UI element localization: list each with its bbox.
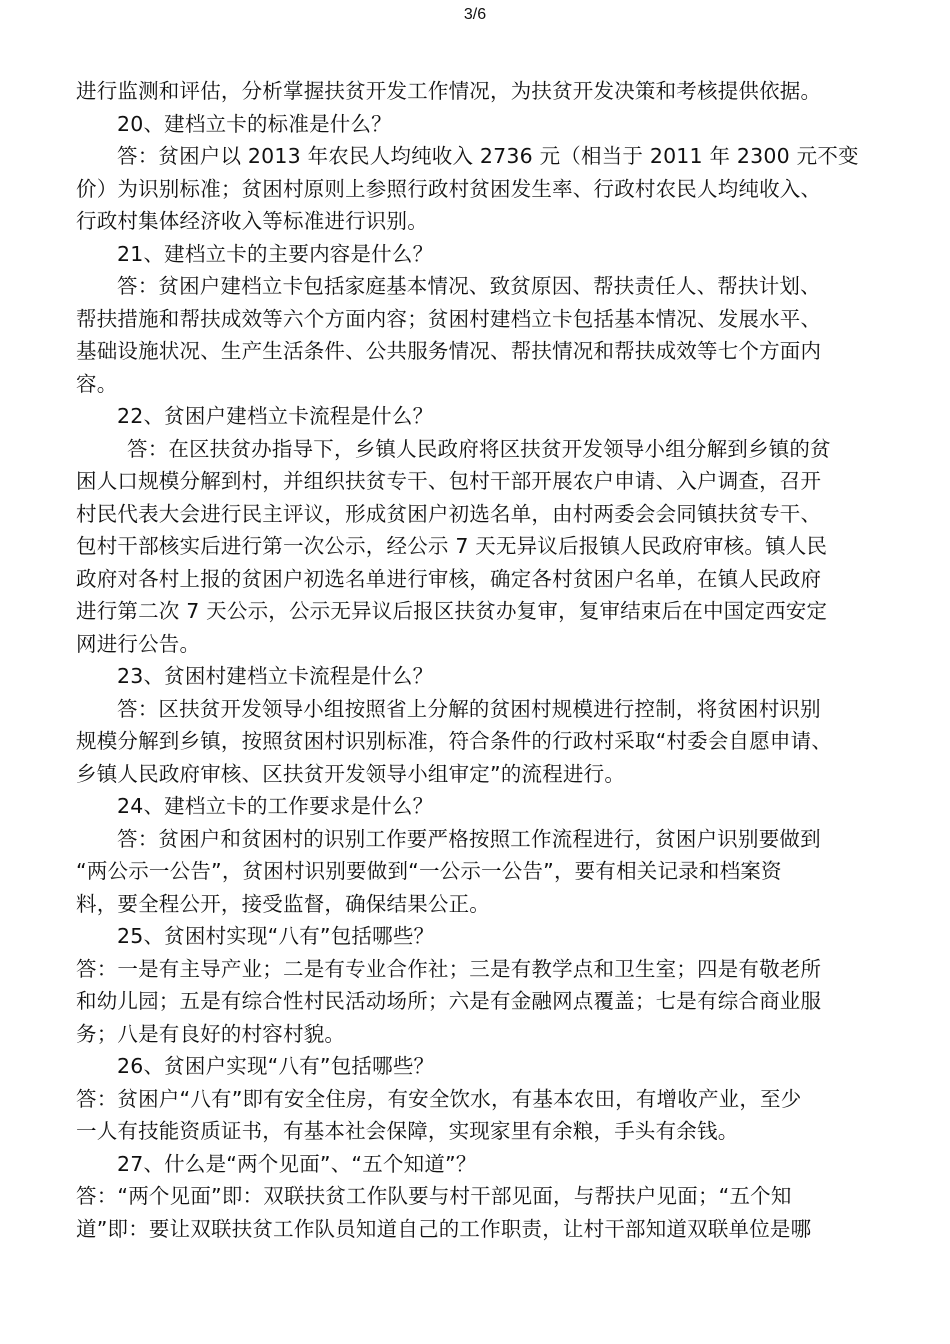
text-line: 容。 <box>76 371 118 396</box>
text-line: 网进行公告。 <box>76 631 201 656</box>
text-line: 答：区扶贫开发领导小组按照省上分解的贫困村规模进行控制，将贫困村识别 <box>117 696 821 721</box>
text-line: 务；八是有良好的村容村貌。 <box>76 1021 346 1046</box>
text-line: 24、建档立卡的工作要求是什么？ <box>117 794 434 818</box>
text-line: 答：贫困户和贫困村的识别工作要严格按照工作流程进行，贫困户识别要做到 <box>117 826 821 851</box>
text-line: 基础设施状况、生产生活条件、公共服务情况、帮扶情况和帮扶成效等七个方面内 <box>76 339 822 363</box>
text-line: 帮扶措施和帮扶成效等六个方面内容；贫困村建档立卡包括基本情况、发展水平、 <box>76 306 822 331</box>
text-line: 价）为识别标准；贫困村原则上参照行政村贫困发生率、行政村农民人均纯收入、 <box>76 176 822 201</box>
text-line: 政府对各村上报的贫困户初选名单进行审核，确定各村贫困户名单，在镇人民政府 <box>76 566 822 591</box>
text-line: 23、贫困村建档立卡流程是什么？ <box>117 664 434 688</box>
text-line: 27、什么是“两个见面”、“五个知道”？ <box>117 1151 477 1176</box>
text-line: 22、贫困户建档立卡流程是什么？ <box>117 404 434 428</box>
text-line: 村民代表大会进行民主评议，形成贫困户初选名单，由村两委会会同镇扶贫专干、 <box>76 501 822 526</box>
text-line: 进行第二次 7 天公示，公示无异议后报区扶贫办复审，复审结束后在中国定西安定 <box>76 599 828 623</box>
text-line: 乡镇人民政府审核、区扶贫开发领导小组审定”的流程进行。 <box>76 761 626 786</box>
text-line: 答：贫困户以 2013 年农民人均纯收入 2736 元（相当于 2011 年 2300 元不变 <box>117 144 859 168</box>
text-line: 26、贫困户实现“八有”包括哪些？ <box>117 1054 435 1078</box>
text-line: 答：“两个见面”即：双联扶贫工作队要与村干部见面，与帮扶户见面；“五个知 <box>76 1184 792 1208</box>
text-line: 进行监测和评估，分析掌握扶贫开发工作情况，为扶贫开发决策和考核提供依据。 <box>76 79 822 103</box>
page-number: 3/6 <box>463 6 487 23</box>
text-line: 答：在区扶贫办指导下，乡镇人民政府将区扶贫开发领导小组分解到乡镇的贫 <box>127 436 831 461</box>
text-line: “两公示一公告”，贫困村识别要做到“一公示一公告”，要有相关记录和档案资 <box>76 859 782 883</box>
text-line: 困人口规模分解到村，并组织扶贫专干、包村干部开展农户申请、入户调查，召开 <box>76 469 822 493</box>
text-line: 行政村集体经济收入等标准进行识别。 <box>76 209 428 233</box>
text-line: 和幼儿园；五是有综合性村民活动场所；六是有金融网点覆盖；七是有综合商业服 <box>76 989 822 1013</box>
text-line: 答：贫困户建档立卡包括家庭基本情况、致贫原因、帮扶责任人、帮扶计划、 <box>117 274 821 298</box>
text-line: 料，要全程公开，接受监督，确保结果公正。 <box>76 891 490 916</box>
text-line: 规模分解到乡镇，按照贫困村识别标准，符合条件的行政村采取“村委会自愿申请、 <box>76 729 833 753</box>
text-line: 答：贫困户“八有”即有安全住房，有安全饮水，有基本农田，有增收产业，至少 <box>76 1086 802 1111</box>
text-line: 25、贫困村实现“八有”包括哪些？ <box>117 924 435 948</box>
text-line: 道”即：要让双联扶贫工作队员知道自己的工作职责，让村干部知道双联单位是哪 <box>76 1216 812 1241</box>
text-line: 21、建档立卡的主要内容是什么？ <box>117 241 434 266</box>
text-line: 一人有技能资质证书，有基本社会保障，实现家里有余粮，手头有余钱。 <box>76 1119 739 1143</box>
text-line: 答：一是有主导产业；二是有专业合作社；三是有教学点和卫生室；四是有敬老所 <box>76 956 822 981</box>
text-line: 包村干部核实后进行第一次公示，经公示 7 天无异议后报镇人民政府审核。镇人民 <box>76 534 828 558</box>
text-line: 20、建档立卡的标准是什么？ <box>117 111 392 136</box>
document-body <box>76 75 896 1245</box>
